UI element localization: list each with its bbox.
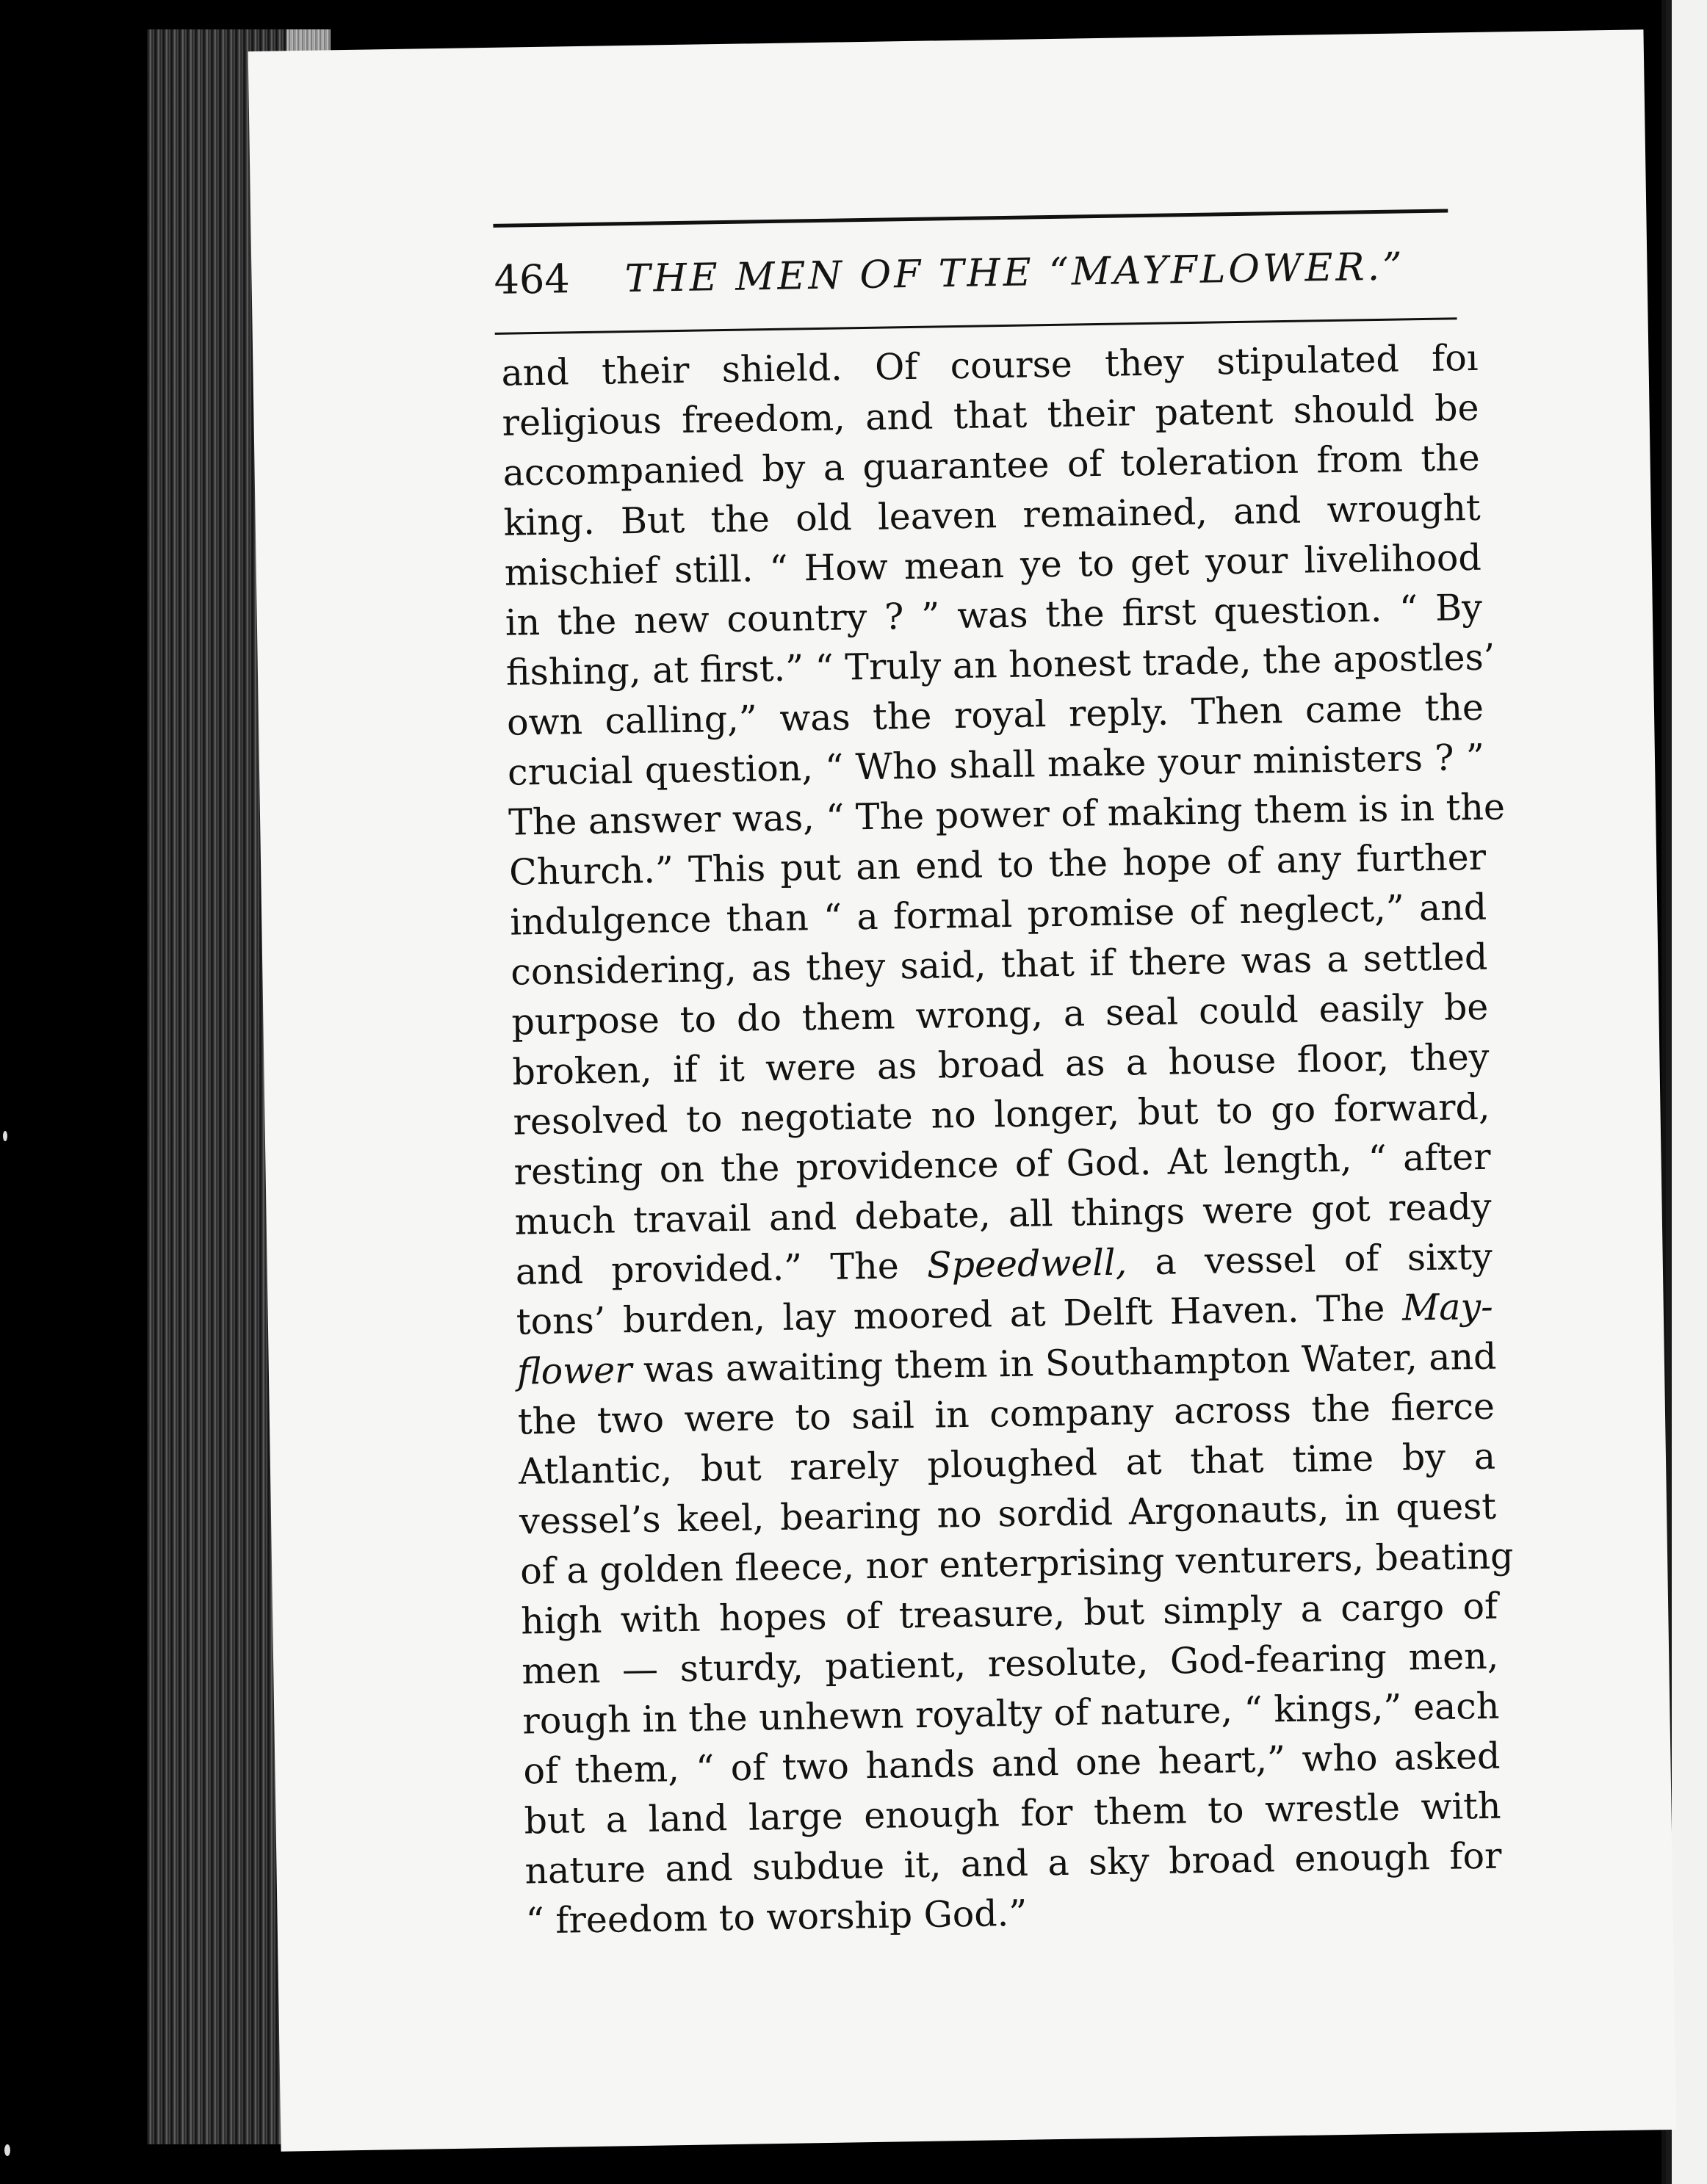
text-segment: tons’ burden, lay moored at Delft Haven. The	[516, 1287, 1403, 1343]
text-line: but a land large enough for them to wrestle with	[524, 1785, 1501, 1843]
text-line: Church.” This put an end to the hope of any further	[508, 836, 1487, 894]
ship-name-mayflower-part1: May-	[1401, 1285, 1494, 1329]
text-segment: a vessel of sixty	[1126, 1235, 1493, 1284]
text-line: nature and subdue it, and a sky broad enough for	[524, 1834, 1502, 1892]
text-line: much travail and debate, all things were got ready	[514, 1185, 1493, 1243]
text-line: Atlantic, but rarely ploughed at that time by a	[518, 1435, 1496, 1493]
scan-speck	[3, 1131, 7, 1141]
text-segment: and provided.” The	[515, 1244, 928, 1293]
text-line: in the new country ? ” was the first question. “ By	[505, 586, 1483, 644]
ship-name-mayflower-part2: flower	[516, 1349, 632, 1393]
text-line: rough in the unhewn royalty of nature, “ kings,” each	[522, 1685, 1500, 1743]
body-text	[501, 333, 1514, 1947]
text-line: crucial question, “ Who shall make your ministers ? ”	[507, 736, 1485, 794]
text-line: considering, as they said, that if there was a settled	[510, 936, 1488, 994]
text-line: broken, if it were as broad as a house floor, they	[512, 1035, 1490, 1093]
text-line: purpose to do them wrong, a seal could easily be	[511, 986, 1489, 1044]
text-segment: was awaiting them in Southampton Water, and	[632, 1335, 1497, 1392]
text-line: mischief still. “ How mean ye to get your livelihood	[504, 536, 1482, 594]
book-page	[248, 29, 1677, 2151]
text-line: of a golden fleece, nor enterprising venturers, beating	[519, 1535, 1514, 1593]
text-line: the two were to sail in company across the fierce	[517, 1385, 1495, 1443]
scan-speck	[4, 2144, 10, 2156]
text-line: and their shield. Of course they stipulated foı	[501, 336, 1479, 394]
text-line: resting on the providence of God. At length, “ after	[513, 1135, 1491, 1193]
running-head	[494, 242, 1464, 303]
text-line: fishing, at first.” “ Truly an honest trade, the apostles’	[505, 636, 1495, 694]
ship-name-speedwell: Speedwell,	[926, 1241, 1127, 1287]
text-line: religious freedom, and that their patent should be	[502, 386, 1479, 444]
running-title: THE MEN OF THE “MAYFLOWER.”	[624, 245, 1406, 302]
text-line: of them, “ of two hands and one heart,” who asked	[523, 1735, 1501, 1793]
text-line: men — sturdy, patient, resolute, God-fearing men,	[521, 1635, 1499, 1693]
text-line: indulgence than “ a formal promise of neglect,” and	[509, 886, 1487, 944]
text-line: resolved to negotiate no longer, but to go forward,	[513, 1085, 1490, 1143]
text-line: accompanied by a guarantee of toleration from the	[502, 436, 1480, 494]
header-rule-top	[493, 209, 1448, 227]
text-line: own calling,” was the royal reply. Then came the	[506, 686, 1484, 744]
text-line: vessel’s keel, bearing no sordid Argonauts, in quest	[519, 1485, 1497, 1543]
text-line: The answer was, “ The power of making them is in the	[508, 786, 1506, 844]
header-rule-bottom	[495, 317, 1457, 335]
text-line: high with hopes of treasure, but simply a cargo of	[520, 1585, 1498, 1643]
page-number: 464	[494, 256, 571, 303]
text-line: king. But the old leaven remained, and wrought	[503, 486, 1482, 544]
text-line-last: “ freedom to worship God.”	[525, 1892, 1028, 1942]
